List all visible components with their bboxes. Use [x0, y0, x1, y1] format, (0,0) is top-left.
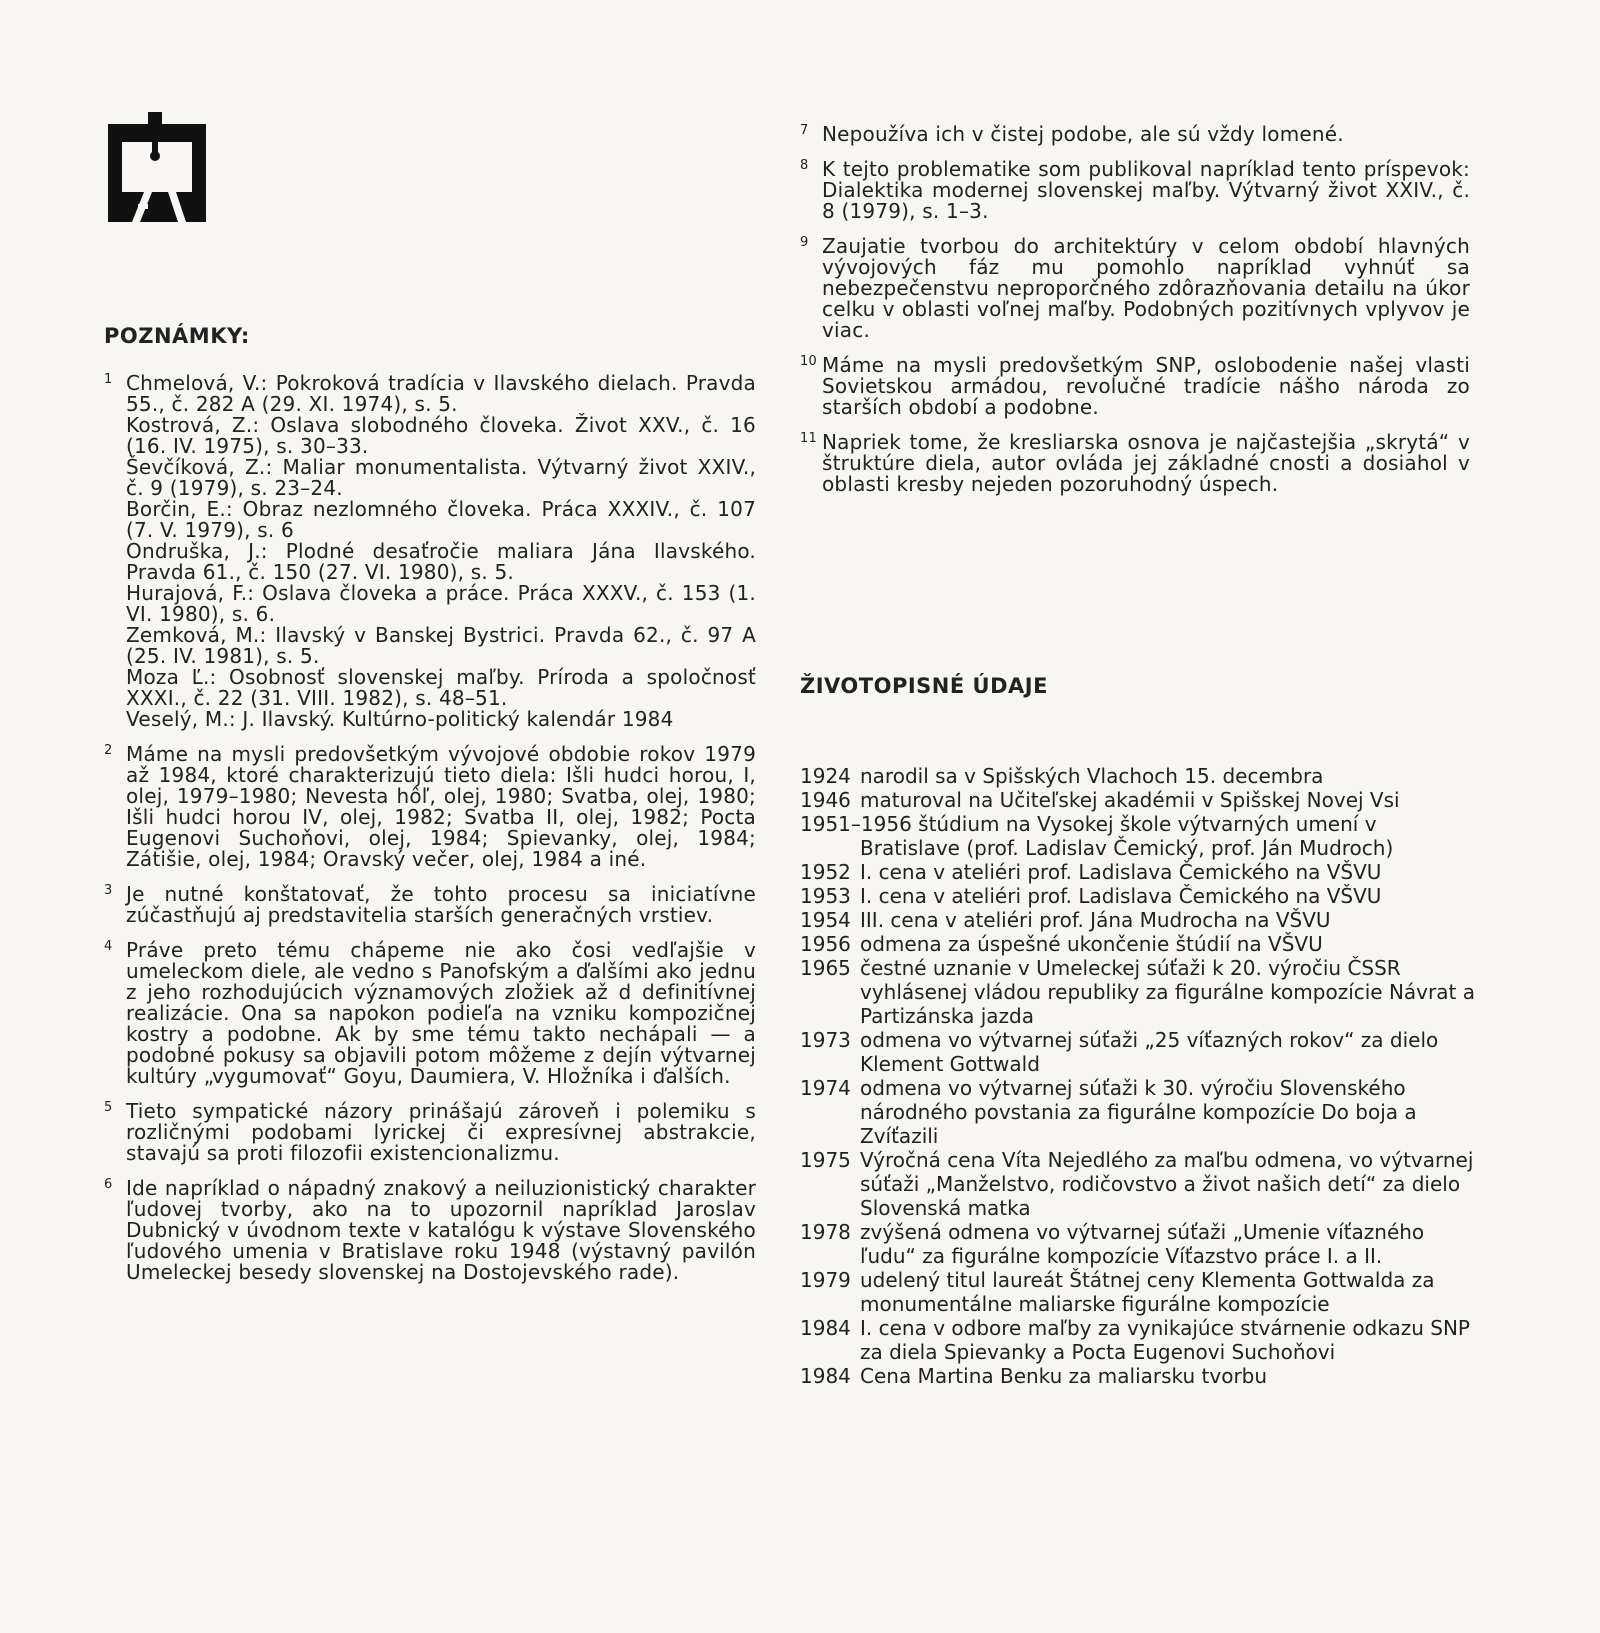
bio-text: odmena za úspešné ukončenie štúdií na VŠVU	[860, 932, 1323, 956]
note-text: Je nutné konštatovať, že tohto procesu sa iniciatívne zúčastňujú aj predstavitelia starších generačných vrstiev.	[126, 882, 756, 927]
note-text: Práve preto tému chápeme nie ako čosi vedľajšie v umeleckom diele, ale vedno s Panofským a ďalšími ako jednu z jeho rozhodujúcich významových zložiek až d definitívnej realizácie. Ona sa napokon podieľa na vzniku kompozičnej kostry a podobne. Ak by sme tému takto nechápali — a podobné pokusy sa objavili potom môžeme z dejín výtvarnej kultúry „vygumovať“ Goyu, Daumiera, V. Hložníka i ďalších.	[126, 938, 756, 1088]
note-text: Máme na mysli predovšetkým SNP, oslobodenie našej vlasti Sovietskou armádou, revolučné tradície nášho národa zo starších období a podobne.	[822, 353, 1470, 419]
bio-year: 1974	[800, 1076, 851, 1100]
bio-entry	[800, 1220, 1480, 1268]
bio-year: 1954	[800, 908, 851, 932]
bio-text: čestné uznanie v Umeleckej súťaži k 20. výročiu ČSSR vyhlásenej vládou republiky za figurálne kompozície Návrat a Partizánska jazda	[860, 956, 1475, 1028]
note-number: 2	[104, 743, 113, 758]
note-11	[800, 432, 1470, 495]
bio-text: narodil sa v Spišských Vlachoch 15. decembra	[860, 764, 1324, 788]
bio-year: 1952	[800, 860, 851, 884]
bio-year: 1984	[800, 1316, 851, 1340]
note-number: 5	[104, 1100, 113, 1115]
bibliography-entry: Moza Ľ.: Osobnosť slovenskej maľby. Príroda a spoločnosť XXXI., č. 22 (31. VIII. 1982), s. 48–51.	[126, 665, 756, 710]
bio-entry	[800, 764, 1480, 788]
bio-entry	[800, 1364, 1480, 1388]
bio-entry	[800, 1028, 1480, 1076]
bibliography-entry: Kostrová, Z.: Oslava slobodného človeka. Život XXV., č. 16 (16. IV. 1975), s. 30–33.	[126, 413, 756, 458]
bio-entry	[800, 860, 1480, 884]
bio-text: Cena Martina Benku za maliarsku tvorbu	[860, 1364, 1268, 1388]
note-3	[104, 884, 756, 926]
bio-text: udelený titul laureát Štátnej ceny Klementa Gottwalda za monumentálne maliarske figurálne kompozície	[860, 1268, 1435, 1316]
bio-entry	[800, 812, 1480, 860]
bio-entry	[800, 932, 1480, 956]
bio-entry	[800, 908, 1480, 932]
bibliography-entry: Zemková, M.: Ilavský v Banskej Bystrici. Pravda 62., č. 97 A (25. IV. 1981), s. 5.	[126, 623, 756, 668]
bio-text: štúdium na Vysokej škole výtvarných umení v Bratislave (prof. Ladislav Čemický, prof. Ján Mudroch)	[860, 812, 1394, 860]
note-number: 3	[104, 883, 113, 898]
note-number: 9	[800, 235, 809, 250]
bio-text: I. cena v ateliéri prof. Ladislava Čemického na VŠVU	[860, 860, 1382, 884]
bio-entry	[800, 1316, 1480, 1364]
bio-text: maturoval na Učiteľskej akadémii v Spišskej Novej Vsi	[860, 788, 1400, 812]
note-2	[104, 744, 756, 870]
note-number: 7	[800, 123, 809, 138]
notes-left-column	[104, 326, 756, 1297]
note-8	[800, 159, 1470, 222]
bibliography-entry: Veselý, M.: J. Ilavský. Kultúrno-politický kalendár 1984	[126, 707, 674, 731]
notes-right-column	[800, 124, 1470, 509]
note-number: 11	[800, 431, 817, 446]
bio-entry	[800, 1076, 1480, 1148]
note-text: Máme na mysli predovšetkým vývojové obdobie rokov 1979 až 1984, ktoré charakterizujú tieto diela: Išli hudci horou, I, olej, 1979–1980; Nevesta hôľ, olej, 1980; Svatba, olej, 1980; Išli hudci horou IV, olej, 1982; Svatba II, olej, 1982; Pocta Eugenovi Suchoňovi, olej, 1984; Spievanky, olej, 1984; Zátišie, olej, 1984; Oravský večer, olej, 1984 a iné.	[126, 742, 756, 871]
bio-entry	[800, 1148, 1480, 1220]
note-9	[800, 236, 1470, 341]
notes-heading: POZNÁMKY:	[104, 324, 250, 348]
bio-year: 1965	[800, 956, 851, 980]
bibliography-entry: Ševčíková, Z.: Maliar monumentalista. Výtvarný život XXIV., č. 9 (1979), s. 23–24.	[126, 455, 756, 500]
bio-text: I. cena v ateliéri prof. Ladislava Čemického na VŠVU	[860, 884, 1382, 908]
bio-year: 1924	[800, 764, 851, 788]
note-number: 10	[800, 354, 817, 369]
note-number: 4	[104, 939, 113, 954]
note-text: Napriek tome, že kresliarska osnova je najčastejšia „skrytá“ v štruktúre diela, autor ovláda jej základné cnosti a dosiahol v oblasti kresby nejeden pozoruhodný úspech.	[822, 430, 1470, 496]
note-text: Tieto sympatické názory prinášajú zároveň i polemiku s rozličnými podobami lyrickej či expresívnej abstrakcie, stavajú sa proti filozofii existencionalizmu.	[126, 1099, 756, 1165]
note-number: 1	[104, 372, 113, 387]
note-text: Nepoužíva ich v čistej podobe, ale sú vždy lomené.	[822, 122, 1344, 146]
bio-year: 1951–1956	[800, 812, 912, 836]
note-10	[800, 355, 1470, 418]
bio-year: 1946	[800, 788, 851, 812]
bibliography-entry: Ondruška, J.: Plodné desaťročie maliara Jána Ilavského. Pravda 61., č. 150 (27. VI. 1980), s. 5.	[126, 539, 756, 584]
note-text: K tejto problematike som publikoval napríklad tento príspevok: Dialektika modernej slovenskej maľby. Výtvarný život XXIV., č. 8 (1979), s. 1–3.	[822, 157, 1470, 223]
note-text: Zaujatie tvorbou do architektúry v celom období hlavných vývojových fáz mu pomohlo napríklad vyhnúť sa nebezpečenstvu neproporčného zdôrazňovania detailu na úkor celku v oblasti voľnej maľby. Podobných pozitívnych vplyvov je viac.	[822, 234, 1470, 342]
bio-entry	[800, 884, 1480, 908]
bio-text: zvýšená odmena vo výtvarnej súťaži „Umenie víťazného ľudu“ za figurálne kompozície Víťazstvo práce I. a II.	[860, 1220, 1425, 1268]
bio-text: III. cena v ateliéri prof. Jána Mudrocha na VŠVU	[860, 908, 1331, 932]
bibliography-entry: Hurajová, F.: Oslava človeka a práce. Práca XXXV., č. 153 (1. VI. 1980), s. 6.	[126, 581, 756, 626]
note-6	[104, 1178, 756, 1283]
bio-year: 1973	[800, 1028, 851, 1052]
easel-logo-icon	[108, 112, 206, 222]
bio-text: odmena vo výtvarnej súťaži „25 víťazných rokov“ za dielo Klement Gottwald	[860, 1028, 1439, 1076]
bio-text: Výročná cena Víta Nejedlého za maľbu odmena, vo výtvarnej súťaži „Manželstvo, rodičovstvo a život našich detí“ za dielo Slovenská matka	[860, 1148, 1474, 1220]
bio-year: 1984	[800, 1364, 851, 1388]
bio-entry	[800, 956, 1480, 1028]
biography-section	[800, 674, 1480, 1388]
bio-year: 1953	[800, 884, 851, 908]
note-number: 8	[800, 158, 809, 173]
bio-text: odmena vo výtvarnej súťaži k 30. výročiu Slovenského národného povstania za figurálne kompozície Do boja a Zvíťazili	[860, 1076, 1417, 1148]
bio-entry	[800, 1268, 1480, 1316]
bio-year: 1978	[800, 1220, 851, 1244]
bio-year: 1956	[800, 932, 851, 956]
bio-text: I. cena v odbore maľby za vynikajúce stvárnenie odkazu SNP za diela Spievanky a Pocta Eugenovi Suchoňovi	[860, 1316, 1470, 1364]
note-7	[800, 124, 1470, 145]
bio-entry	[800, 788, 1480, 812]
note-number: 6	[104, 1177, 113, 1192]
bibliography-entry: Borčin, E.: Obraz nezlomného človeka. Práca XXXIV., č. 107 (7. V. 1979), s. 6	[126, 497, 756, 542]
note-1	[104, 373, 756, 730]
bio-year: 1979	[800, 1268, 851, 1292]
note-5	[104, 1101, 756, 1164]
biography-heading: ŽIVOTOPISNÉ ÚDAJE	[800, 674, 1048, 698]
note-text: Ide napríklad o nápadný znakový a neiluzionistický charakter ľudovej tvorby, ako na to upozornil napríklad Jaroslav Dubnický v úvodnom texte v katalógu k výstave Slovenského ľudového umenia v Bratislave roku 1948 (výstavný pavilón Umeleckej besedy slovenskej na Dostojevského rade).	[126, 1176, 756, 1284]
note-4	[104, 940, 756, 1087]
bibliography-entry: Chmelová, V.: Pokroková tradícia v Ilavského dielach. Pravda 55., č. 282 A (29. XI. 1974), s. 5.	[126, 371, 756, 416]
bio-year: 1975	[800, 1148, 851, 1172]
